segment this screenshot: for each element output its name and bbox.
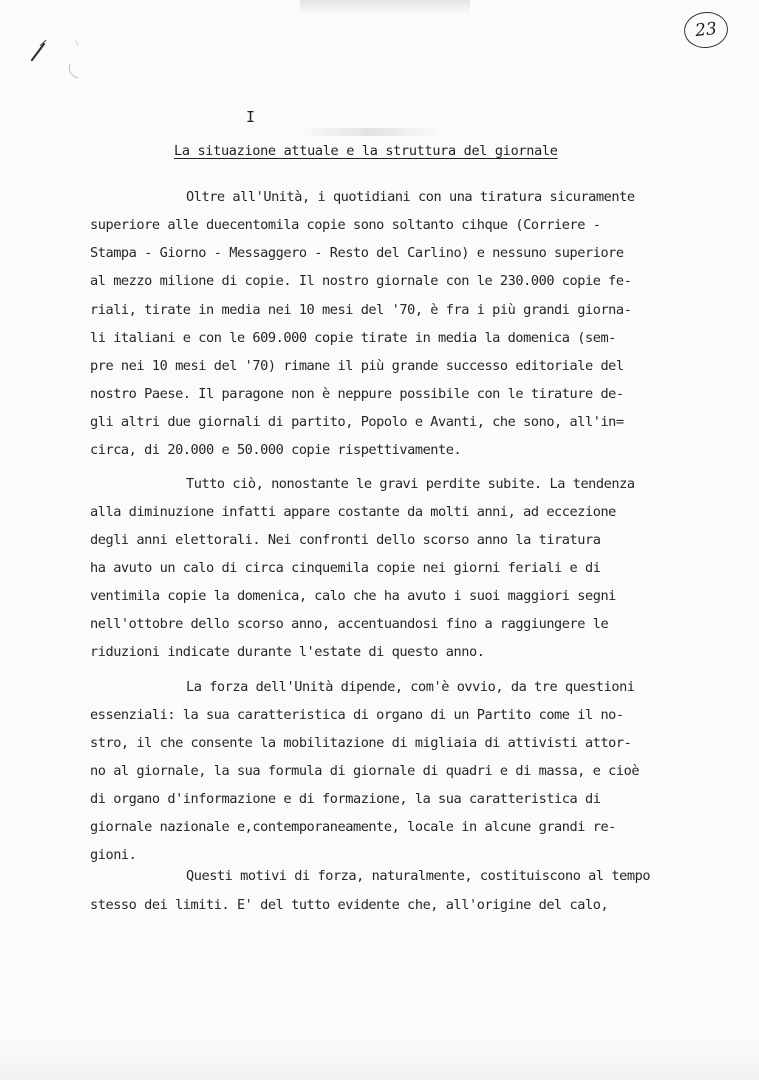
text-line: ha avuto un calo di circa cinquemila copie nei giorni feriali e di — [90, 560, 601, 576]
text-line: nostro Paese. Il paragone non è neppure possibile con le tirature de- — [90, 386, 624, 402]
text-line: alla diminuzione infatti appare costante da molti anni, ad eccezione — [90, 504, 616, 520]
text-line: Tutto ciò, nonostante le gravi perdite subite. La tendenza — [186, 476, 635, 492]
text-line: Oltre all'Unità, i quotidiani con una tiratura sicuramente — [186, 189, 635, 205]
scan-shadow-top — [300, 0, 470, 14]
text-line: ventimila copie la domenica, calo che ha avuto i suoi maggiori segni — [90, 588, 616, 604]
text-line: no al giornale, la sua formula di giornale di quadri e di massa, e cioè — [90, 763, 640, 779]
text-line: degli anni elettorali. Nei confronti dello scorso anno la tiratura — [90, 532, 601, 548]
text-line: pre nei 10 mesi del '70) rimane il più grande successo editoriale del — [90, 358, 624, 374]
text-line: li italiani e con le 609.000 copie tirate in media la domenica (sem- — [90, 330, 616, 346]
text-line: giornale nazionale e,contemporaneamente, locale in alcune grandi re- — [90, 819, 616, 835]
text-line: stro, il che consente la mobilitazione di migliaia di attivisti attor- — [90, 735, 632, 751]
section-heading: La situazione attuale e la struttura del giornale — [174, 143, 558, 159]
chapter-number: I — [246, 108, 256, 126]
scan-shadow-bottom — [0, 1040, 759, 1080]
text-line: Questi motivi di forza, naturalmente, costituiscono al tempo — [186, 868, 651, 884]
text-line: gli altri due giornali di partito, Popolo e Avanti, che sono, all'in= — [90, 414, 624, 430]
text-line: La forza dell'Unità dipende, com'è ovvio, da tre questioni — [186, 679, 635, 695]
text-line: nell'ottobre dello scorso anno, accentuandosi fino a raggiungere le — [90, 616, 609, 632]
text-line: al mezzo milione di copie. Il nostro giornale con le 230.000 copie fe- — [90, 273, 632, 289]
text-line: di organo d'informazione e di formazione, la sua caratteristica di — [90, 791, 601, 807]
text-line: Stampa - Giorno - Messaggero - Resto del Carlino) e nessuno superiore — [90, 245, 624, 261]
scan-smudge — [300, 128, 440, 136]
page-number: 23 — [682, 10, 730, 50]
pen-mark-icon — [30, 36, 90, 96]
text-line: stesso dei limiti. E' del tutto evidente che, all'origine del calo, — [90, 897, 609, 913]
text-line: gioni. — [90, 847, 137, 863]
text-line: circa, di 20.000 e 50.000 copie rispettivamente. — [90, 442, 462, 458]
text-line: riali, tirate in media nei 10 mesi del '70, è fra i più grandi giorna- — [90, 302, 632, 318]
text-line: riduzioni indicate durante l'estate di questo anno. — [90, 644, 485, 660]
text-line: essenziali: la sua caratteristica di organo di un Partito come il no- — [90, 707, 624, 723]
text-line: superiore alle duecentomila copie sono soltanto cihque (Corriere - — [90, 217, 601, 233]
